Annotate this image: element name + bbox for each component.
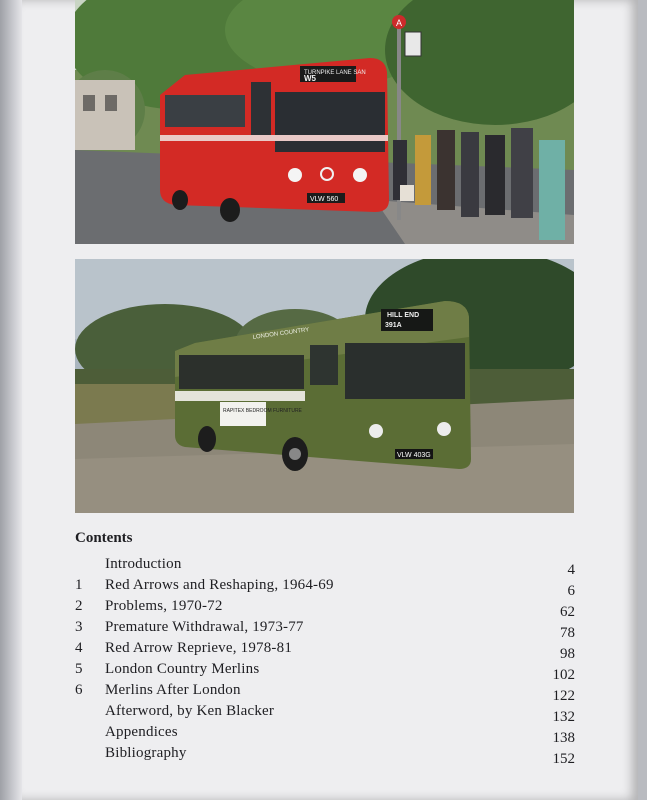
- table-of-contents: [75, 528, 575, 788]
- toc-entry-page: 6: [567, 583, 575, 599]
- toc-entry-page: 132: [552, 709, 575, 725]
- toc-entry[interactable]: [75, 554, 575, 578]
- toc-entry-title: Merlins After London: [105, 682, 241, 698]
- toc-entry-number: 4: [75, 640, 83, 656]
- toc-entry-title: Premature Withdrawal, 1973-77: [105, 619, 304, 635]
- registration-plate-green: VLW 403G: [397, 452, 431, 459]
- toc-entry[interactable]: [75, 638, 575, 662]
- toc-entry[interactable]: [75, 617, 575, 641]
- toc-entry-page: 138: [552, 730, 575, 746]
- toc-entry-page: 122: [552, 688, 575, 704]
- destination-blind-hill-end: HILL END: [387, 312, 420, 319]
- toc-entry[interactable]: [75, 596, 575, 620]
- route-number: W5: [304, 74, 316, 83]
- toc-entry-title: Problems, 1970-72: [105, 598, 223, 614]
- toc-entry-title: Afterword, by Ken Blacker: [105, 703, 275, 719]
- toc-entry-page: 4: [567, 562, 575, 578]
- contents-heading: Contents: [75, 530, 133, 546]
- destination-blind: TURNPIKE LANE SAN: [304, 70, 366, 76]
- toc-entry[interactable]: [75, 575, 575, 599]
- fleet-name: LONDON COUNTRY: [252, 327, 310, 341]
- toc-entry[interactable]: [75, 701, 575, 725]
- red-bus: [160, 58, 389, 222]
- side-advert: RAPITEX BEDROOM FURNITURE: [223, 408, 302, 414]
- toc-entry[interactable]: [75, 680, 575, 704]
- toc-entry-page: 152: [552, 751, 575, 767]
- toc-entry-title: Red Arrows and Reshaping, 1964-69: [105, 577, 334, 593]
- toc-entry-page: 62: [560, 604, 575, 620]
- bus-stop-flag: A: [396, 18, 403, 28]
- toc-entry-title: Bibliography: [105, 745, 187, 761]
- toc-entry-page: 78: [560, 625, 575, 641]
- photo-red-bus: [75, 0, 574, 244]
- toc-entry-page: 102: [552, 667, 575, 683]
- toc-entry-title: Red Arrow Reprieve, 1978-81: [105, 640, 293, 656]
- toc-entry-title: London Country Merlins: [105, 661, 260, 677]
- toc-entry-number: 3: [75, 619, 83, 635]
- toc-entry[interactable]: [75, 743, 575, 767]
- photo-green-bus: [75, 259, 574, 513]
- route-number-391a: 391A: [385, 322, 402, 329]
- toc-entry[interactable]: [75, 659, 575, 683]
- toc-entry-title: Appendices: [105, 724, 178, 740]
- toc-entry-number: 1: [75, 577, 83, 593]
- toc-entry-number: 2: [75, 598, 83, 614]
- toc-entry-number: 6: [75, 682, 83, 698]
- book-gutter: [0, 0, 22, 800]
- toc-entry[interactable]: [75, 722, 575, 746]
- toc-list: [75, 548, 575, 788]
- registration-plate: VLW 560: [310, 196, 339, 203]
- toc-entry-title: Introduction: [105, 556, 182, 572]
- toc-entry-number: 5: [75, 661, 83, 677]
- toc-entry-page: 98: [560, 646, 575, 662]
